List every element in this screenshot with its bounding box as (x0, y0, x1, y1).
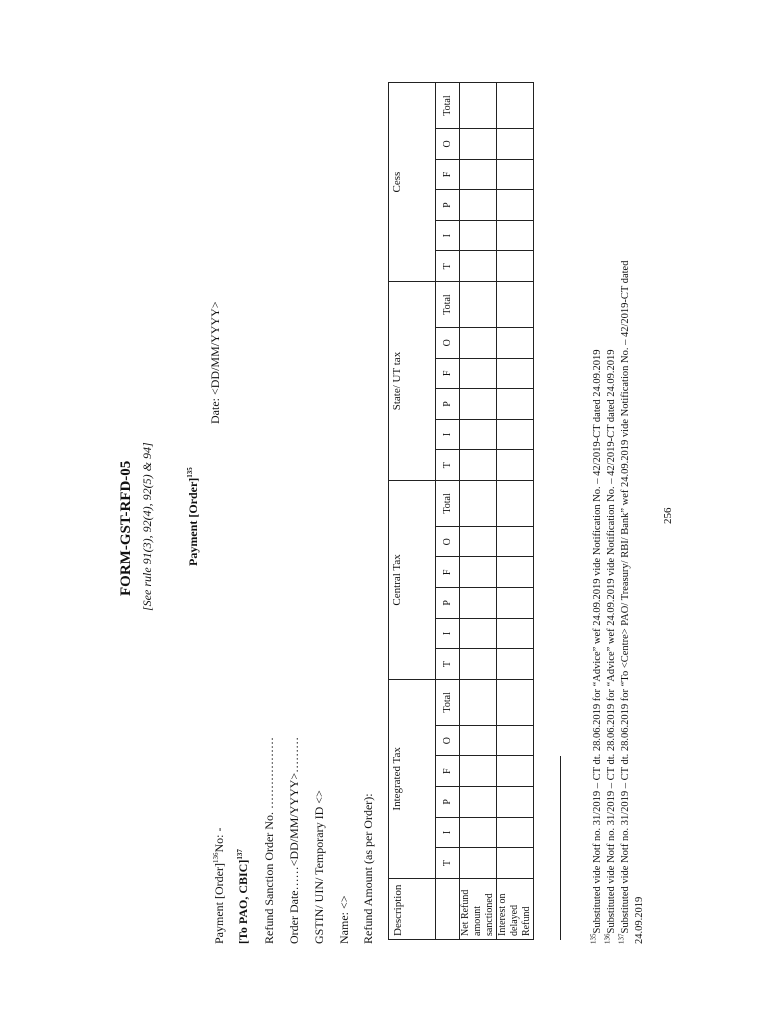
sub-header-f: F (436, 358, 460, 389)
sub-header-f: F (436, 756, 460, 787)
sub-header-o: O (436, 328, 460, 359)
sub-header-i: I (436, 618, 460, 649)
sub-header-f: F (436, 159, 460, 190)
sub-header-t: T (436, 848, 460, 879)
refund-amount-label: Refund Amount (as per Order): (361, 793, 375, 944)
sub-header-o: O (436, 725, 460, 756)
page-number: 256 (662, 507, 674, 524)
table-row (460, 83, 497, 940)
refund-sanction-order-number: Refund Sanction Order No. ……………… (262, 737, 276, 944)
group-header-central-tax: Central Tax (389, 480, 436, 679)
group-header-row (389, 83, 436, 940)
form-title: FORM-GST-RFD-05 (118, 460, 134, 596)
sub-header-t: T (436, 649, 460, 680)
sub-header-i: I (436, 220, 460, 251)
table-row (497, 83, 534, 940)
sub-header-f: F (436, 557, 460, 588)
footnote-137-continued: 24.09.2019 (634, 896, 645, 944)
sub-header-row (436, 83, 460, 940)
sub-header-t: T (436, 450, 460, 481)
row-label-net-refund: Net Refund amount sanctioned (460, 878, 497, 939)
name-field: Name: <> (337, 895, 351, 944)
group-header-state-ut-tax: State/ UT tax (389, 282, 436, 481)
sub-header-i: I (436, 817, 460, 848)
footnote-separator (560, 756, 561, 940)
gstin-field: GSTIN/ UIN/ Temporary ID <> (312, 790, 326, 944)
sub-header-p: P (436, 190, 460, 221)
payment-order-heading: Payment [Order]$^{135}$ (186, 467, 200, 566)
refund-amount-table (388, 82, 534, 940)
footnote-137: $^{137}$Substituted vide Notf no. 31/2019 – CT dt. 28.06.2019 for “To <Centre> PAO/ Treasury/ RBI/ Bank” wef 24.09.2019 vide Notification No. – 42/2019-CT dated (617, 260, 631, 944)
description-header: Description (389, 878, 436, 939)
sub-header-total: Total (436, 679, 460, 725)
sub-header-total: Total (436, 480, 460, 526)
footnote-135: $^{135}$Substituted vide Notf no. 31/2019 – CT dt. 28.06.2019 for “Advice” wef 24.09.2019 vide Notification No. – 42/2019-CT dated 24.09.2019 (589, 349, 603, 944)
payment-order-number: Payment [Order]$^{136}$No: - (212, 827, 226, 944)
group-header-cess: Cess (389, 83, 436, 282)
sub-header-p: P (436, 389, 460, 420)
form-rule-reference: [See rule 91(3), 92(4), 92(5) & 94] (140, 442, 154, 611)
sub-header-o: O (436, 129, 460, 160)
sub-header-i: I (436, 419, 460, 450)
row-label-interest-delayed-refund: Interest on delayed Refund (497, 878, 534, 939)
footnote-136: $^{136}$Substituted vide Notf no. 31/2019 – CT dt. 28.06.2019 for “Advice” wef 24.09.2019 vide Notification No. – 42/2019-CT dated 24.09.2019 (603, 349, 617, 944)
sub-header-total: Total (436, 282, 460, 328)
sub-header-t: T (436, 251, 460, 282)
sanction-order-date: Order Date……<DD/MM/YYYY>……… (287, 736, 301, 944)
sub-header-o: O (436, 526, 460, 557)
sub-header-p: P (436, 588, 460, 619)
description-subheader-blank (436, 878, 460, 939)
sub-header-total: Total (436, 83, 460, 129)
sub-header-p: P (436, 787, 460, 818)
to-pao-line: [To PAO, CBIC]$^{137}$ (236, 849, 250, 944)
group-header-integrated-tax: Integrated Tax (389, 679, 436, 878)
order-date-field: Date: <DD/MM/YYYY> (208, 301, 222, 424)
